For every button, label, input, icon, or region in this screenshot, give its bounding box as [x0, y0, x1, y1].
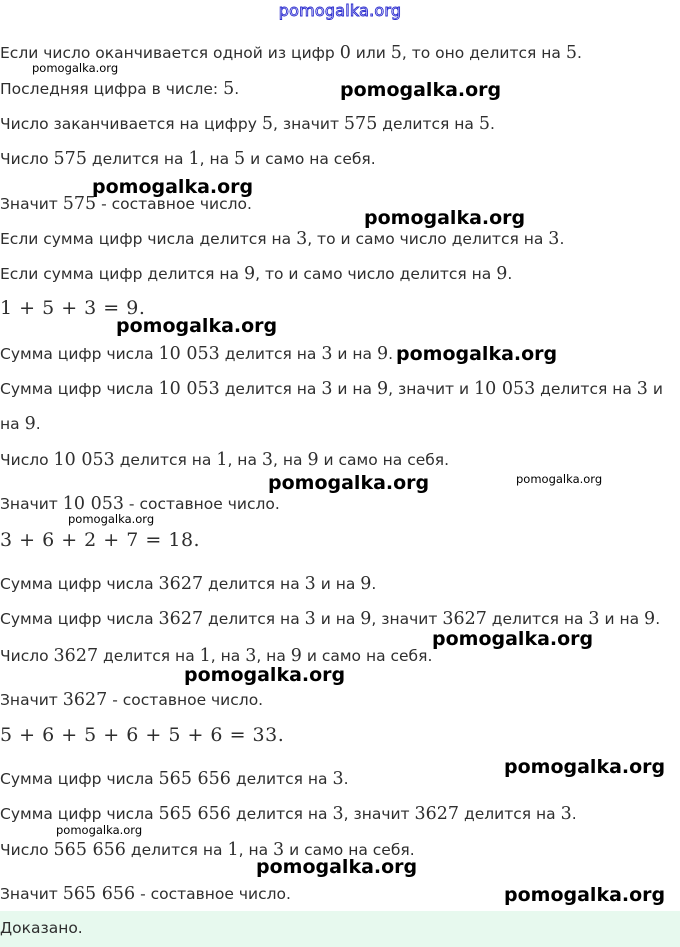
- text-segment: Число: [0, 841, 54, 859]
- watermark-text: pomogalka.org: [396, 343, 558, 365]
- text-segment: Число: [0, 150, 54, 168]
- math-number: 3: [261, 450, 274, 470]
- math-number: 1: [216, 450, 228, 470]
- math-number: 5 + 6 + 5 + 6 + 5 + 6 = 33.: [0, 724, 285, 746]
- math-number: 10 053: [474, 379, 536, 399]
- text-line: [0, 804, 577, 824]
- math-number: 1: [188, 149, 200, 169]
- text-line: [0, 725, 284, 746]
- conclusion-text: Доказано.: [0, 919, 83, 937]
- text-segment: Число: [0, 647, 54, 665]
- text-segment: и на: [315, 575, 361, 593]
- text-segment: Сумма цифр числа: [0, 380, 159, 398]
- math-number: 5: [478, 114, 490, 134]
- math-number: 565 656: [62, 884, 136, 904]
- math-number: 1: [227, 840, 239, 860]
- math-number: 9: [360, 574, 372, 594]
- math-number: 0: [339, 43, 351, 63]
- math-number: 3627: [62, 690, 108, 710]
- text-segment: .: [343, 770, 349, 788]
- text-segment: .: [371, 575, 377, 593]
- math-number: 9: [376, 379, 389, 399]
- text-segment: и на: [599, 610, 645, 628]
- text-segment: Значит: [0, 885, 63, 903]
- math-number: 3: [273, 840, 285, 860]
- text-segment: делится на: [230, 805, 333, 823]
- text-segment: .: [234, 80, 240, 98]
- text-segment: , значит и: [388, 380, 475, 398]
- text-segment: .: [571, 805, 577, 823]
- text-segment: , на: [238, 841, 274, 859]
- watermark-text: pomogalka.org: [32, 61, 119, 75]
- text-line: [0, 530, 200, 551]
- text-segment: , на: [210, 647, 246, 665]
- text-line: [0, 114, 495, 134]
- text-line: [0, 344, 393, 364]
- math-number: 3: [296, 229, 308, 249]
- text-segment: и: [647, 380, 663, 398]
- math-number: 5: [565, 43, 577, 63]
- text-segment: Последняя цифра в числе:: [0, 80, 224, 98]
- text-line: [0, 379, 663, 399]
- text-line: [0, 79, 239, 99]
- math-number: 565 656: [158, 769, 231, 789]
- math-number: 3: [588, 609, 600, 629]
- math-number: 5: [261, 114, 273, 134]
- text-line: [0, 450, 449, 470]
- math-number: 9: [243, 264, 256, 284]
- watermark-text: pomogalka.org: [92, 176, 254, 198]
- math-number: 9: [307, 450, 319, 470]
- math-number: 3: [332, 804, 344, 824]
- text-segment: , значит: [273, 115, 344, 133]
- text-segment: .: [559, 230, 565, 248]
- text-segment: , на: [256, 647, 291, 665]
- text-segment: и само на себя.: [318, 451, 450, 469]
- text-segment: .: [388, 345, 394, 363]
- text-segment: делится на: [230, 770, 333, 788]
- text-segment: - составное число.: [96, 195, 252, 213]
- text-line: [0, 574, 376, 594]
- text-segment: и само на себя.: [301, 647, 433, 665]
- math-number: 10 053: [158, 379, 220, 399]
- text-segment: Сумма цифр числа: [0, 575, 159, 593]
- text-segment: Значит: [0, 495, 63, 513]
- watermark-text: pomogalka.org: [340, 79, 502, 101]
- text-segment: Значит: [0, 691, 63, 709]
- math-number: 3: [321, 344, 333, 364]
- watermark-text: pomogalka.org: [184, 664, 346, 686]
- text-segment: делится на: [125, 841, 228, 859]
- text-segment: и на: [315, 610, 361, 628]
- text-segment: .: [507, 265, 513, 283]
- math-number: 3627: [158, 574, 204, 594]
- watermark-text: pomogalka.org: [504, 884, 666, 906]
- text-segment: , на: [273, 451, 308, 469]
- watermark-text: pomogalka.org: [256, 856, 418, 878]
- math-number: 5: [223, 79, 235, 99]
- text-line: [0, 149, 376, 169]
- text-segment: делится на: [114, 451, 217, 469]
- math-number: 3627: [414, 804, 460, 824]
- math-number: 3: [332, 769, 344, 789]
- text-segment: и само на себя.: [245, 150, 376, 168]
- text-segment: на: [0, 415, 25, 433]
- math-number: 3: [321, 379, 333, 399]
- site-header: [0, 0, 680, 26]
- text-segment: Сумма цифр числа: [0, 770, 159, 788]
- text-line: [0, 769, 349, 789]
- text-segment: и само на себя.: [284, 841, 415, 859]
- text-segment: делится на: [219, 345, 322, 363]
- text-segment: Сумма цифр числа: [0, 805, 159, 823]
- text-segment: Если число оканчивается одной из цифр: [0, 44, 340, 62]
- text-segment: , то и само число делится на: [307, 230, 549, 248]
- math-number: 3: [636, 379, 648, 399]
- text-segment: Сумма цифр числа: [0, 610, 159, 628]
- text-line: [0, 414, 41, 434]
- math-number: 1 + 5 + 3 = 9.: [0, 297, 146, 319]
- text-line: [0, 646, 432, 666]
- text-segment: .: [35, 415, 41, 433]
- text-segment: делится на: [535, 380, 637, 398]
- math-number: 9: [360, 609, 372, 629]
- text-segment: , на: [227, 451, 262, 469]
- watermark-text: pomogalka.org: [268, 472, 430, 494]
- text-segment: , то оно делится на: [401, 44, 566, 62]
- text-line: [0, 43, 582, 63]
- text-segment: Число заканчивается на цифру: [0, 115, 262, 133]
- math-number: 9: [644, 609, 656, 629]
- text-line: [0, 264, 512, 284]
- math-number: 10 053: [158, 344, 220, 364]
- text-segment: Если сумма цифр делится на: [0, 265, 244, 283]
- text-line: [0, 690, 263, 710]
- text-segment: Сумма цифр числа: [0, 345, 159, 363]
- watermark-text: pomogalka.org: [516, 472, 603, 486]
- text-segment: делится на: [486, 610, 589, 628]
- math-number: 5: [390, 43, 402, 63]
- math-number: 575: [343, 114, 378, 134]
- text-segment: , значит: [343, 805, 415, 823]
- text-segment: Если сумма цифр числа делится на: [0, 230, 297, 248]
- text-line: [0, 609, 660, 629]
- text-line: [0, 884, 291, 904]
- math-number: 3: [548, 229, 560, 249]
- text-segment: - составное число.: [107, 691, 264, 709]
- math-number: 3 + 6 + 2 + 7 = 18.: [0, 529, 201, 551]
- math-number: 575: [62, 194, 97, 214]
- math-number: 9: [24, 414, 36, 434]
- math-number: 3627: [158, 609, 204, 629]
- text-line: [0, 494, 280, 514]
- text-segment: делится на: [377, 115, 479, 133]
- math-number: 5: [234, 149, 246, 169]
- conclusion-box: [0, 911, 680, 947]
- text-segment: , значит: [371, 610, 443, 628]
- math-number: 3627: [53, 646, 99, 666]
- text-segment: делится на: [219, 380, 322, 398]
- math-number: 575: [53, 149, 87, 169]
- math-number: 3: [560, 804, 572, 824]
- watermark-text: pomogalka.org: [432, 628, 594, 650]
- math-number: 3: [304, 574, 316, 594]
- text-segment: .: [655, 610, 661, 628]
- text-segment: делится на: [459, 805, 561, 823]
- math-number: 3: [304, 609, 316, 629]
- text-segment: делится на: [203, 575, 305, 593]
- text-segment: .: [576, 44, 582, 62]
- math-number: 10 053: [62, 494, 124, 514]
- math-number: 9: [496, 264, 508, 284]
- watermark-text: pomogalka.org: [56, 823, 143, 837]
- text-segment: , то и само число делится на: [255, 265, 497, 283]
- text-segment: или: [350, 44, 391, 62]
- text-segment: , на: [199, 150, 235, 168]
- text-segment: .: [490, 115, 495, 133]
- math-number: 3627: [442, 609, 487, 629]
- watermark-text: pomogalka.org: [68, 512, 155, 526]
- text-segment: делится на: [203, 610, 305, 628]
- math-number: 1: [199, 646, 211, 666]
- text-segment: и на: [332, 380, 377, 398]
- math-number: 10 053: [53, 450, 115, 470]
- text-segment: Число: [0, 451, 54, 469]
- text-segment: делится на: [98, 647, 200, 665]
- text-segment: Значит: [0, 195, 63, 213]
- math-number: 565 656: [53, 840, 126, 860]
- math-number: 3: [245, 646, 257, 666]
- text-segment: - составное число.: [124, 495, 280, 513]
- watermark-text: pomogalka.org: [504, 756, 666, 778]
- text-line: [0, 229, 564, 249]
- math-number: 9: [376, 344, 389, 364]
- math-number: 565 656: [158, 804, 231, 824]
- math-number: 9: [290, 646, 302, 666]
- watermark-text: pomogalka.org: [116, 315, 278, 337]
- text-segment: - составное число.: [135, 885, 291, 903]
- text-segment: и на: [332, 345, 377, 363]
- text-segment: делится на: [86, 150, 189, 168]
- site-logo-text[interactable]: pomogalka.org: [278, 1, 402, 20]
- watermark-text: pomogalka.org: [364, 207, 526, 229]
